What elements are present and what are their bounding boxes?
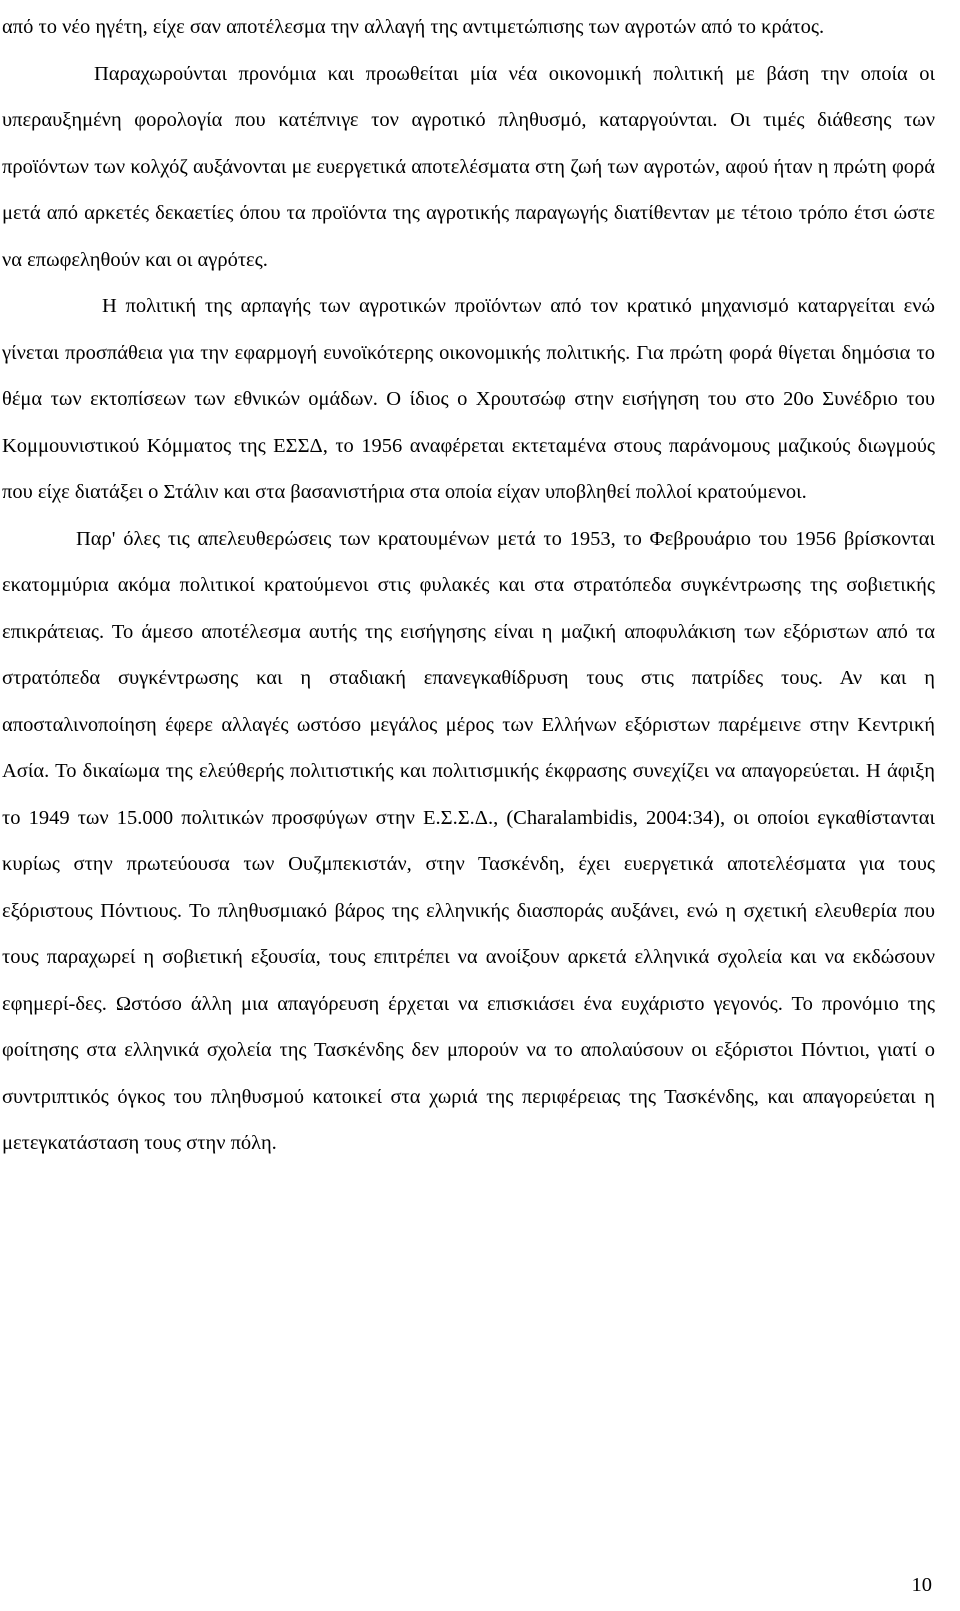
body-text — [2, 4, 935, 1167]
paragraph-2: Παραχωρούνται προνόμια και προωθείται μία νέα οικονομική πολιτική με βάση την οποία οι υπεραυξημένη φορολογία που κατέπνιγε τον αγροτικό πληθυσμό, καταργούνται. Οι τιμές διάθεσης των προϊόντων των κολχόζ αυξάνονται με ευεργετικά αποτελέσματα στη ζωή των αγροτών, αφού ήταν η πρώτη φορά μετά από αρκετές δεκαετίες όπου τα προϊόντα της αγροτικής παραγωγής διατίθενταν με τέτοιο τρόπο έτσι ώστε να επωφεληθούν και οι αγρότες. — [2, 62, 935, 271]
paragraph-4: Παρ' όλες τις απελευθερώσεις των κρατουμένων μετά το 1953, το Φεβρουάριο του 1956 βρίσκονται εκατομμύρια ακόμα πολιτικοί κρατούμενοι στις φυλακές και στα στρατόπεδα συγκέντρωσης της σοβιετικής επικράτειας. Το άμεσο αποτέλεσμα αυτής της εισήγησης είναι η μαζική αποφυλάκιση των εξόριστων από τα στρατόπεδα συγκέντρωσης και η σταδιακή επανεγκαθίδρυση τους στις πατρίδες τους. Αν και η αποσταλινοποίηση έφερε αλλαγές ωστόσο μεγάλος μέρος των Ελλήνων εξόριστων παρέμεινε στην Κεντρική Ασία. Το δικαίωμα της ελεύθερής πολιτιστικής και πολιτισμικής έκφρασης συνεχίζει να απαγορεύεται. Η άφιξη το 1949 των 15.000 πολιτικών προσφύγων στην Ε.Σ.Σ.Δ., (Charalambidis, 2004:34), οι οποίοι εγκαθίστανται κυρίως στην πρωτεύουσα των Ουζμπεκιστάν, στην Τασκένδη, έχει ευεργετικά αποτελέσματα για τους εξόριστους Πόντιους. Το πληθυσμιακό βάρος της ελληνικής διασποράς αυξάνει, ενώ η σχετική ελευθερία που τους παραχωρεί η σοβιετική εξουσία, τους επιτρέπει να ανοίξουν αρκετά ελληνικά σχολεία και να εκδώσουν εφημερί-δες. Ωστόσο άλλη μια απαγόρευση έρχεται να επισκιάσει ένα ευχάριστο γεγονός. Το προνόμιο της φοίτησης στα ελληνικά σχολεία της Τασκένδης δεν μπορούν να το απολαύσουν οι εξόριστοι Πόντιοι, γιατί ο συντριπτικός όγκος του πληθυσμού κατοικεί στα χωριά της περιφέρειας της Τασκένδης, και απαγορεύεται η μετεγκατάσταση τους στην πόλη. — [2, 527, 935, 1154]
paragraph-1: από το νέο ηγέτη, είχε σαν αποτέλεσμα την αλλαγή της αντιμετώπισης των αγροτών από το κράτος. — [2, 16, 825, 38]
page-number: 10 — [911, 1574, 932, 1596]
paragraph-3: Η πολιτική της αρπαγής των αγροτικών προϊόντων από τον κρατικό μηχανισμό καταργείται ενώ γίνεται προσπάθεια για την εφαρμογή ευνοϊκότερης οικονομικής πολιτικής. Για πρώτη φορά θίγεται δημόσια το θέμα των εκτοπίσεων των εθνικών ομάδων. Ο ίδιος ο Χρουτσώφ στην εισήγηση του στο 20ο Συνέδριο του Κομμουνιστικού Κόμματος της ΕΣΣΔ, το 1956 αναφέρεται εκτεταμένα στους παράνομους μαζικούς διωγμούς που είχε διατάξει ο Στάλιν και στα βασανιστήρια στα οποία είχαν υποβληθεί πολλοί κρατούμενοι. — [2, 295, 935, 503]
